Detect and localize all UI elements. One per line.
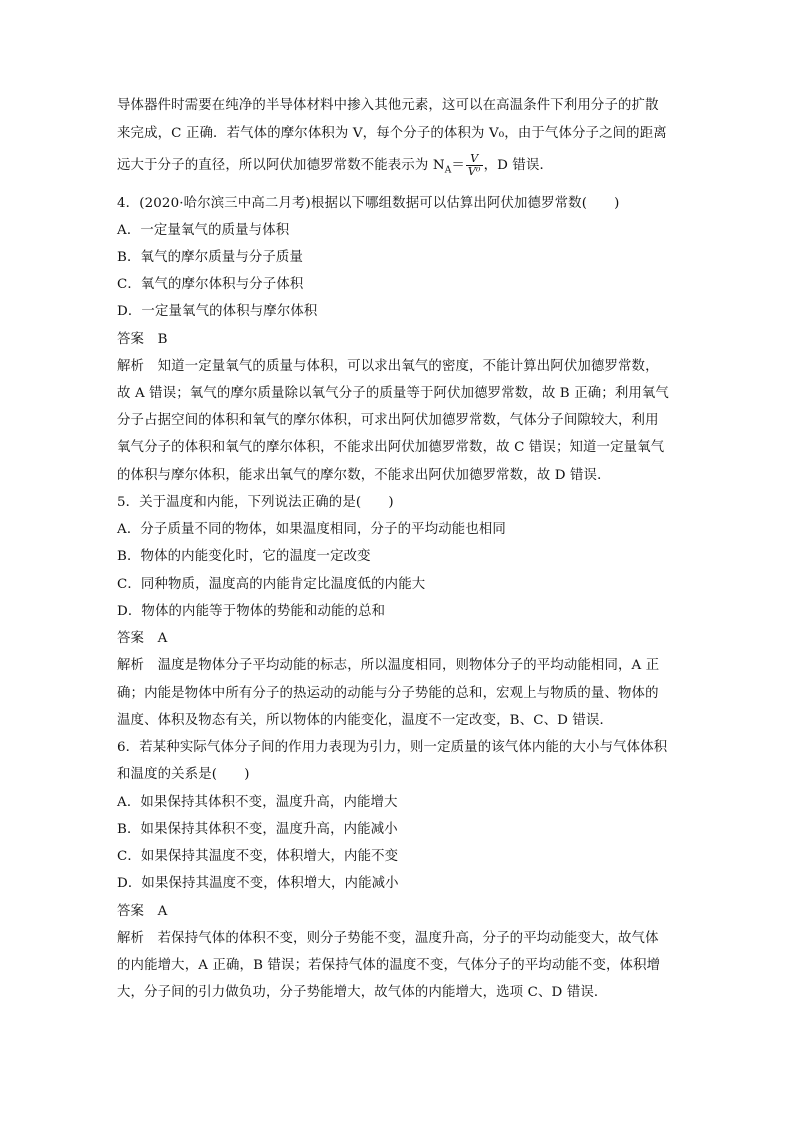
q4-analysis-line: 氧气分子的体积和氧气的摩尔体积，不能求出阿伏加德罗常数，故 C 错误；知道一定量氧气 — [117, 440, 665, 455]
q6-analysis-line: 的内能增大，A 正确，B 错误；若保持气体的温度不变，气体分子的平均动能不变，体积增 — [117, 958, 661, 973]
q6-stem-line-1: 6．若某种实际气体分子间的作用力表现为引力，则一定质量的该气体内能的大小与气体体积 — [117, 740, 668, 755]
q5-analysis-line: 温度、体积及物态有关，所以物体的内能变化，温度不一定改变，B、C、D 错误． — [117, 713, 614, 728]
q5-option-c: C．同种物质，温度高的内能肯定比温度低的内能大 — [117, 577, 426, 592]
q6-answer: 答案 A — [117, 904, 168, 919]
q4-answer: 答案 B — [117, 332, 168, 347]
fraction-denominator: V⁰ — [467, 165, 481, 178]
intro-line-3-tail: ，D 错误． — [483, 158, 554, 173]
q6-option-b: B．如果保持其体积不变，温度升高，内能减小 — [117, 822, 398, 837]
intro-line-3-subscript: A — [444, 165, 452, 176]
intro-line-1: 导体器件时需要在纯净的半导体材料中掺入其他元素，这可以在高温条件下利用分子的扩散 — [117, 98, 659, 113]
q6-analysis-line: 大，分子间的引力做负功，分子势能增大，故气体的内能增大，选项 C、D 错误． — [117, 985, 608, 1000]
fraction-numerator: V — [466, 153, 483, 166]
q4-option-c: C．氧气的摩尔体积与分子体积 — [117, 277, 304, 292]
q5-option-b: B．物体的内能变化时，它的温度一定改变 — [117, 549, 371, 564]
intro-line-3 — [117, 153, 553, 180]
q6-option-c: C．如果保持其温度不变，体积增大，内能不变 — [117, 849, 399, 864]
avogadro-fraction — [466, 153, 483, 178]
q4-analysis-line: 解析 知道一定量氧气的质量与体积，可以求出氧气的密度，不能计算出阿伏加德罗常数， — [117, 359, 659, 374]
q5-analysis-line: 确；内能是物体中所有分子的热运动的动能与分子势能的总和，宏观上与物质的量、物体的 — [117, 686, 659, 701]
q4-analysis-line: 故 A 错误；氧气的摩尔质量除以氧气分子的质量等于阿伏加德罗常数，故 B 正确；利用氧气 — [117, 386, 669, 401]
q4-option-a: A．一定量氧气的质量与体积 — [117, 223, 290, 238]
q4-analysis-line: 分子占据空间的体积和氧气的摩尔体积，可求出阿伏加德罗常数，气体分子间隙较大，利用 — [117, 413, 659, 428]
q5-option-d: D．物体的内能等于物体的势能和动能的总和 — [117, 604, 386, 619]
q5-option-a: A．分子质量不同的物体，如果温度相同，分子的平均动能也相同 — [117, 522, 506, 537]
q4-analysis-line: 的体积与摩尔体积，能求出氧气的摩尔数，不能求出阿伏加德罗常数，故 D 错误． — [117, 468, 611, 483]
q6-option-a: A．如果保持其体积不变，温度升高，内能增大 — [117, 795, 398, 810]
intro-line-3-equals: ＝ — [451, 158, 465, 173]
intro-line-3-text: 远大于分子的直径，所以阿伏加德罗常数不能表示为 N — [117, 158, 445, 173]
q4-option-b: B．氧气的摩尔质量与分子质量 — [117, 250, 304, 265]
q6-analysis-line: 解析 若保持气体的体积不变，则分子势能不变，温度升高，分子的平均动能变大，故气体 — [117, 931, 659, 946]
q5-stem: 5．关于温度和内能，下列说法正确的是( ) — [117, 495, 394, 510]
q6-option-d: D．如果保持其温度不变，体积增大，内能减小 — [117, 876, 399, 891]
q5-analysis-line: 解析 温度是物体分子平均动能的标志，所以温度相同，则物体分子的平均动能相同，A 正 — [117, 658, 660, 673]
q5-answer: 答案 A — [117, 631, 168, 646]
q6-stem-line-2: 和温度的关系是( ) — [117, 767, 250, 782]
q4-option-d: D．一定量氧气的体积与摩尔体积 — [117, 304, 318, 319]
intro-line-2: 来完成，C 正确．若气体的摩尔体积为 V，每个分子的体积为 V₀，由于气体分子之间的距离 — [117, 126, 667, 141]
q4-stem: 4．(2020·哈尔滨三中高二月考)根据以下哪组数据可以估算出阿伏加德罗常数( ) — [117, 196, 620, 211]
